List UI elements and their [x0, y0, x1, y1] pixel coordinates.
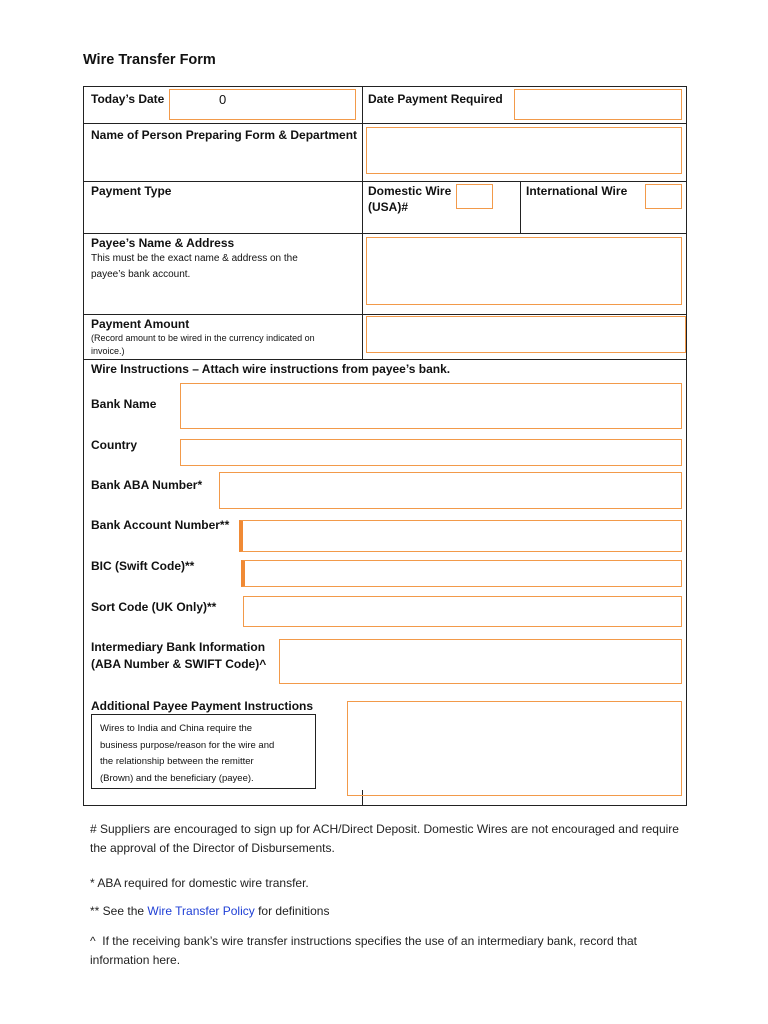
payee-note: payee’s bank account. [91, 269, 191, 280]
footnote-aba: * ABA required for domestic wire transfer. [90, 876, 309, 890]
footnote-hash-line: the approval of the Director of Disbursements. [90, 841, 335, 855]
footnote-caret-line: information here. [90, 953, 181, 967]
footnote-caret [90, 932, 730, 970]
date-payment-required-field[interactable] [514, 89, 682, 120]
todays-date-label: Today’s Date [91, 92, 165, 106]
bic-label: BIC (Swift Code)** [91, 559, 195, 573]
note-line: the relationship between the remitter [100, 756, 254, 767]
row-rule [83, 233, 687, 234]
payee-field[interactable] [366, 237, 682, 305]
column-divider [362, 86, 363, 360]
domestic-wire-label: Domestic Wire [368, 184, 452, 198]
row-rule [83, 359, 687, 360]
sort-code-field[interactable] [243, 596, 682, 627]
row-rule [83, 181, 687, 182]
bank-name-field[interactable] [180, 383, 682, 429]
footnote-policy-suffix: for definitions [254, 904, 330, 918]
preparer-label: Name of Person Preparing Form & Department [91, 128, 358, 142]
payment-amount-note: invoice.) [91, 346, 125, 356]
note-line: (Brown) and the beneficiary (payee). [100, 772, 254, 784]
bank-name-label: Bank Name [91, 397, 157, 411]
international-wire-checkbox[interactable] [645, 184, 682, 209]
account-number-label: Bank Account Number** [91, 518, 230, 532]
footnote-hash [90, 820, 730, 858]
additional-instructions-field[interactable] [347, 701, 682, 796]
row-rule [83, 123, 687, 124]
footnote-policy-prefix: ** See the [90, 904, 148, 918]
payment-amount-field[interactable] [366, 316, 686, 353]
date-payment-required-label: Date Payment Required [368, 92, 503, 106]
bic-field[interactable] [241, 560, 682, 587]
country-field[interactable] [180, 439, 682, 466]
intermediary-label-sub: (ABA Number & SWIFT Code)^ [91, 657, 267, 671]
todays-date-value: 0 [219, 92, 227, 107]
international-wire-label: International Wire [526, 184, 628, 198]
footnote-policy [90, 902, 329, 921]
footnote-caret-line: ^ If the receiving bank’s wire transfer instructions specifies the use of an intermediary bank, record that [90, 934, 638, 948]
additional-instructions-note [91, 714, 316, 789]
aba-number-label: Bank ABA Number* [91, 478, 203, 492]
note-line: business purpose/reason for the wire and [100, 739, 275, 751]
row-rule [83, 314, 687, 315]
intermediary-field[interactable] [279, 639, 682, 684]
intermediary-label: Intermediary Bank Information [91, 640, 266, 654]
payment-amount-note: (Record amount to be wired in the currency indicated on [91, 333, 315, 343]
wire-instructions-heading: Wire Instructions – Attach wire instructions from payee’s bank. [91, 362, 451, 376]
domestic-wire-checkbox[interactable] [456, 184, 493, 209]
additional-instructions-label: Additional Payee Payment Instructions [91, 699, 314, 713]
payment-type-label: Payment Type [91, 184, 172, 198]
payment-type-divider [520, 181, 521, 234]
domestic-wire-label-usa: (USA)# [368, 200, 409, 214]
note-line: Wires to India and China require the [100, 723, 253, 734]
wire-transfer-policy-link[interactable]: Wire Transfer Policy [147, 904, 255, 918]
preparer-field[interactable] [366, 127, 682, 174]
payment-amount-label: Payment Amount [91, 317, 190, 331]
payee-note: This must be the exact name & address on the [91, 253, 298, 264]
footnote-hash-line: # Suppliers are encouraged to sign up for ACH/Direct Deposit. Domestic Wires are not encouraged and require [90, 822, 679, 836]
country-label: Country [91, 438, 137, 452]
form-title: Wire Transfer Form [83, 52, 216, 68]
payee-label: Payee’s Name & Address [91, 236, 235, 250]
aba-number-field[interactable] [219, 472, 682, 509]
account-number-field[interactable] [239, 520, 682, 552]
sort-code-label: Sort Code (UK Only)** [91, 600, 217, 614]
todays-date-field[interactable] [169, 89, 356, 120]
